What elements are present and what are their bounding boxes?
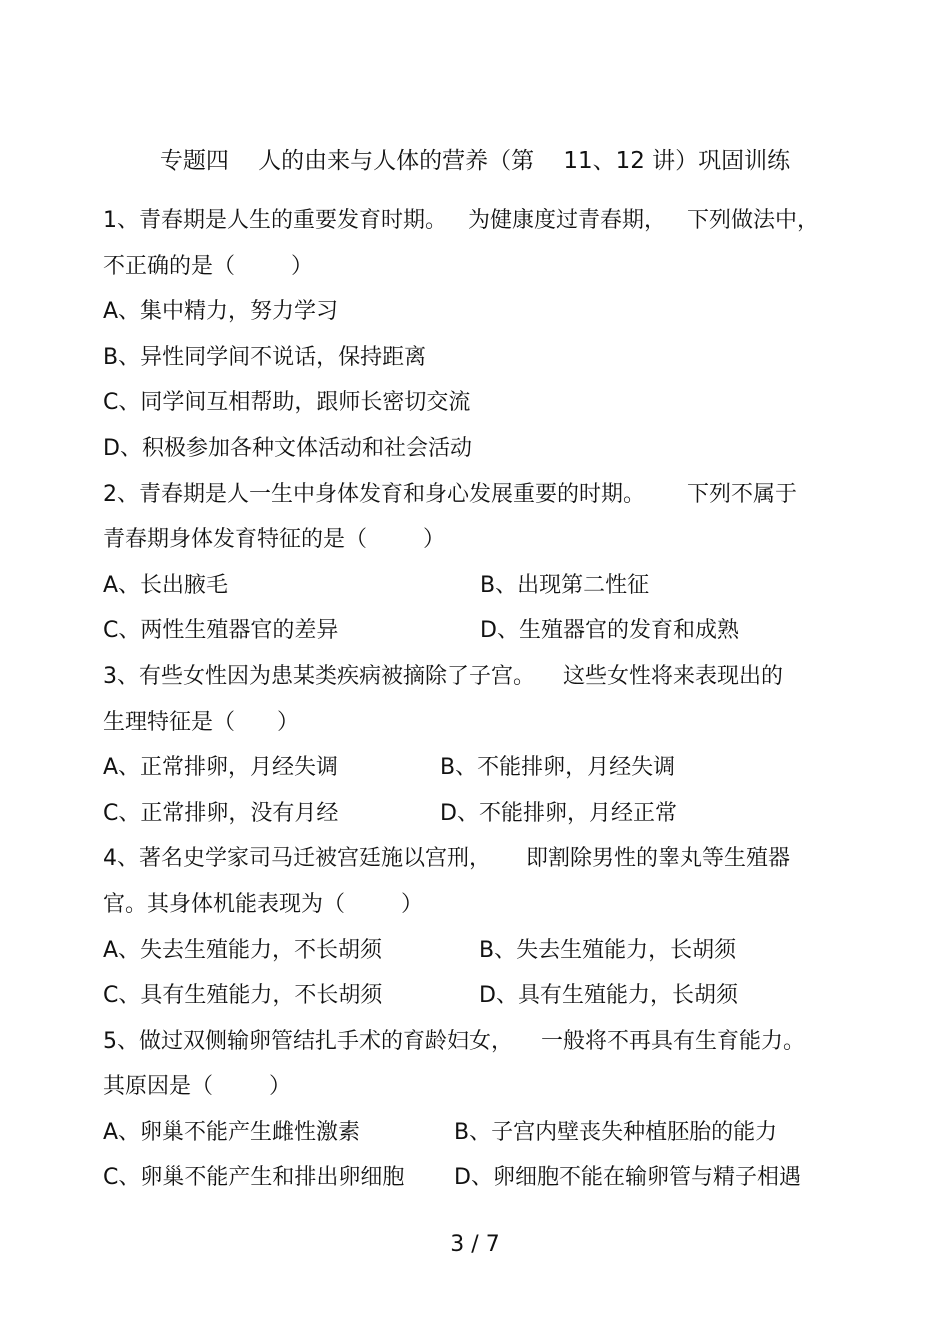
question-2-option-b: B、出现第二性征 xyxy=(480,572,650,598)
question-3-options-row-2 xyxy=(103,791,848,837)
question-2-stem-line-2: 青春期身体发育特征的是（ ） xyxy=(103,527,445,553)
question-4-stem-line-1: 4、著名史学家司马迁被宫廷施以宫刑， 即割除男性的睾丸等生殖器 xyxy=(103,846,790,872)
question-3-stem-line-1: 3、有些女性因为患某类疾病被摘除了子宫。 这些女性将来表现出的 xyxy=(103,663,783,689)
question-1-option-b: B、异性同学间不说话，保持距离 xyxy=(103,344,427,370)
question-4-option-c: C、具有生殖能力，不长胡须 xyxy=(103,983,383,1009)
question-4-options-row-2 xyxy=(103,973,848,1019)
question-3 xyxy=(103,654,848,836)
question-2-options-row-1 xyxy=(103,563,848,609)
question-3-option-d: D、不能排卵，月经正常 xyxy=(440,800,677,826)
question-4-option-a: A、失去生殖能力，不长胡须 xyxy=(103,937,383,963)
question-1-option-c: C、同学间互相帮助，跟师长密切交流 xyxy=(103,390,471,416)
question-5-stem-line-2: 其原因是（ ） xyxy=(103,1074,291,1100)
question-3-options-row-1 xyxy=(103,745,848,791)
question-4-stem-line-2: 官。其身体机能表现为（ ） xyxy=(103,891,423,917)
question-5-option-a: A、卵巢不能产生雌性激素 xyxy=(103,1119,361,1145)
question-5-options-row-2 xyxy=(103,1155,848,1201)
question-3-option-c: C、正常排卵，没有月经 xyxy=(103,800,339,826)
question-5-option-d: D、卵细胞不能在输卵管与精子相遇 xyxy=(454,1165,801,1191)
question-3-option-a: A、正常排卵，月经失调 xyxy=(103,755,339,781)
question-3-option-b: B、不能排卵，月经失调 xyxy=(440,755,676,781)
question-list xyxy=(103,198,848,1201)
question-2-option-c: C、两性生殖器官的差异 xyxy=(103,618,339,644)
question-4 xyxy=(103,836,848,1018)
page-number: 3 / 7 xyxy=(450,1232,500,1257)
question-2-option-a: A、长出腋毛 xyxy=(103,572,229,598)
question-1-stem-line-2: 不正确的是（ ） xyxy=(103,253,313,279)
question-3-stem-line-2: 生理特征是（ ） xyxy=(103,709,299,735)
question-4-options-row-1 xyxy=(103,928,848,974)
question-4-option-d: D、具有生殖能力，长胡须 xyxy=(479,983,738,1009)
question-1-option-d: D、积极参加各种文体活动和社会活动 xyxy=(103,435,472,461)
question-4-option-b: B、失去生殖能力，长胡须 xyxy=(479,937,737,963)
page-title: 专题四 人的由来与人体的营养（第 11、12 讲）巩固训练 xyxy=(159,148,791,174)
question-5 xyxy=(103,1019,848,1201)
question-1 xyxy=(103,198,848,472)
question-2-stem-line-1: 2、青春期是人一生中身体发育和身心发展重要的时期。 下列不属于 xyxy=(103,481,797,507)
question-1-stem-line-1: 1、青春期是人生的重要发育时期。 为健康度过青春期， 下列做法中， xyxy=(103,208,819,233)
question-5-stem-line-1: 5、做过双侧输卵管结扎手术的育龄妇女， 一般将不再具有生育能力。 xyxy=(103,1028,805,1054)
question-2-option-d: D、生殖器官的发育和成熟 xyxy=(480,618,739,644)
question-5-option-c: C、卵巢不能产生和排出卵细胞 xyxy=(103,1165,405,1191)
question-5-option-b: B、子宫内壁丧失种植胚胎的能力 xyxy=(454,1119,778,1145)
question-5-options-row-1 xyxy=(103,1110,848,1156)
question-1-option-a: A、集中精力，努力学习 xyxy=(103,299,339,325)
question-2-options-row-2 xyxy=(103,608,848,654)
question-2 xyxy=(103,472,848,654)
